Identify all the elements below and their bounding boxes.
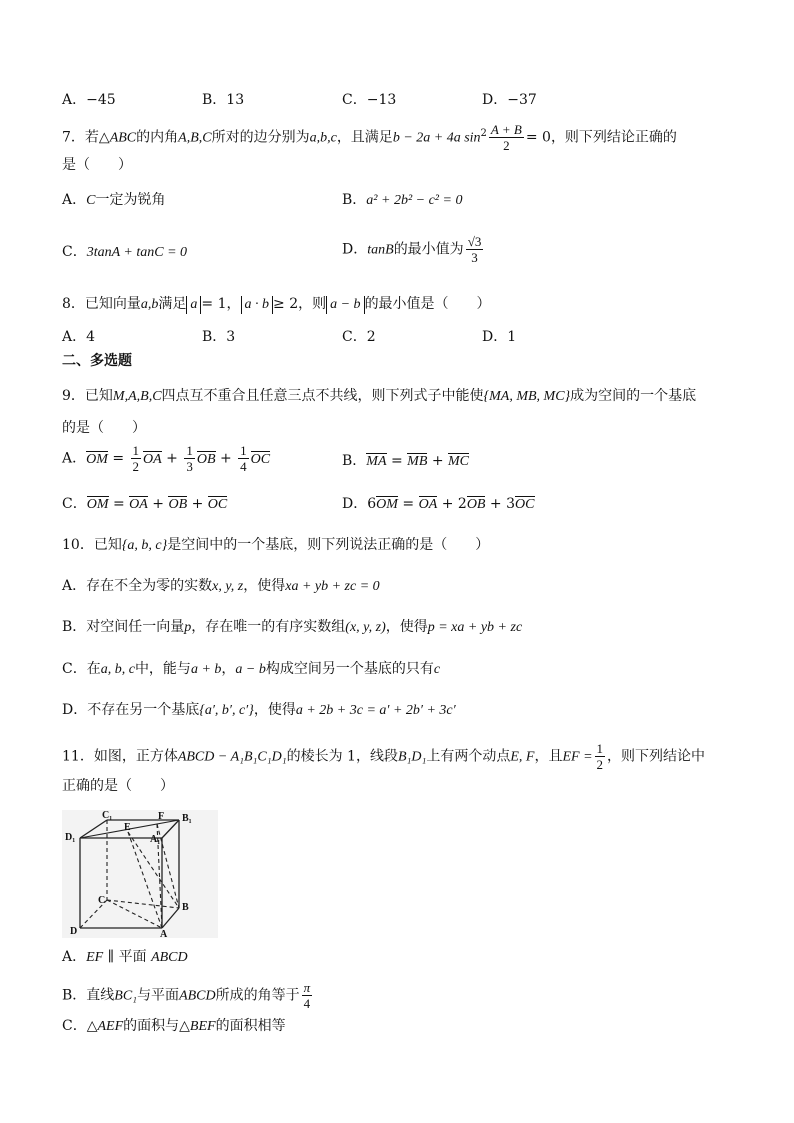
label-c1: C₁: [102, 810, 113, 821]
fraction: [184, 443, 195, 474]
math: c: [433, 662, 441, 677]
math: B₁D₁: [397, 749, 427, 765]
q6-option-b: B．13: [202, 92, 245, 108]
math: ABCD: [179, 988, 216, 1004]
text: ，则下列结论正确的: [550, 129, 677, 146]
text: 所对的边分别为: [211, 129, 310, 146]
numerator: 1: [596, 741, 604, 756]
vector: MC: [448, 454, 470, 469]
q9-stem-line1: [62, 386, 696, 407]
math: EF: [86, 950, 104, 965]
label: A．: [62, 949, 87, 965]
label-b1: B₁: [182, 813, 192, 824]
vector: OM: [86, 451, 108, 467]
text: 11．如图，正方体: [62, 748, 178, 765]
vector: OM: [86, 497, 109, 512]
math: EF =: [562, 749, 593, 765]
q10-option-c: [62, 659, 440, 680]
math: b − 2a + 4a sin: [392, 130, 481, 146]
math: BEF: [189, 1019, 216, 1034]
numerator: A + B: [490, 122, 522, 137]
label: B．: [342, 453, 367, 469]
math: M,A,B,C: [112, 389, 162, 404]
math: tanB: [367, 242, 394, 258]
denominator: 4: [240, 459, 247, 474]
label-a1: A₁: [150, 834, 161, 845]
label: D．: [342, 496, 368, 512]
denominator: 2: [132, 459, 140, 474]
abs-value: a · b: [241, 296, 274, 314]
text: ，且满足: [336, 129, 393, 146]
text: 的最小值是（ ）: [364, 296, 491, 312]
label-d1: D₁: [65, 832, 76, 843]
label-f: F: [158, 811, 165, 822]
abs-value: a: [186, 296, 201, 314]
text: 是空间中的一个基底，则下列说法正确的是（ ）: [167, 537, 490, 553]
q11-option-a: [62, 947, 188, 968]
fraction: [595, 741, 606, 772]
text: B．对空间任一向量: [62, 619, 185, 635]
q7-option-b: [342, 190, 462, 211]
q8-option-a: A．4: [62, 329, 96, 345]
text: 构成空间另一个基底的只有: [265, 661, 434, 677]
label: C．: [62, 244, 87, 260]
text: 四点互不重合且任意三点不共线，则下列式子中能使: [161, 388, 484, 404]
q6-option-a: A．−45: [62, 92, 116, 108]
text: 10．已知: [62, 537, 122, 553]
text: ，则下列结论中: [607, 748, 706, 765]
text: ，使得: [253, 702, 296, 718]
q10-option-a: [62, 576, 380, 597]
text: ，: [221, 661, 236, 677]
math: a,b: [140, 297, 159, 312]
q9-option-a: A．OM = $\frac{1}{2}$ OA + $\frac{1}{3}$ OB + $\frac{1}{4}$ OC: [62, 443, 271, 474]
fraction: [466, 234, 484, 265]
q7-stem-line2: 是（ ）: [62, 157, 132, 173]
text: D．不存在另一个基底: [62, 702, 200, 718]
text: 中，能与: [134, 661, 191, 677]
text: 7．若△: [62, 129, 110, 146]
math: AEF: [97, 1019, 124, 1034]
text: 的面积相等: [215, 1018, 286, 1034]
label: B．: [342, 192, 367, 208]
text: 所成的角等于: [215, 987, 300, 1004]
text: ，且: [534, 748, 563, 765]
math: a + 2b + 3c = a′ + 2b′ + 3c′: [295, 703, 456, 718]
text: C．△: [62, 1018, 98, 1034]
math: = 1，: [201, 296, 241, 312]
q11-stem-line1: [62, 741, 705, 772]
text: ，存在唯一的有序实数组: [191, 619, 346, 635]
text: C．在: [62, 661, 101, 677]
text: 的面积与△: [123, 1018, 190, 1034]
label: D．: [342, 241, 368, 258]
numerator: π: [303, 980, 311, 995]
denominator: 3: [471, 250, 478, 265]
coefficient: 3: [506, 496, 516, 512]
text: 的最小值为: [393, 241, 464, 258]
vector: OC: [250, 451, 271, 467]
text: 一定为锐角: [95, 192, 166, 208]
math: A,B,C: [178, 130, 212, 146]
fraction: [489, 122, 524, 153]
q6-option-c: C．−13: [342, 92, 397, 108]
vector: OA: [143, 451, 162, 467]
q6-option-d: D．−37: [482, 92, 537, 108]
math: ABCD − A₁B₁C₁D₁: [177, 749, 287, 765]
math: {MA, MB, MC}: [483, 389, 571, 404]
math: C: [86, 193, 96, 208]
numerator: 1: [132, 443, 140, 458]
text: 满足: [158, 296, 187, 312]
q7-option-d: [342, 234, 485, 265]
q7-stem-line1: 7．若△ABC的内角A,B,C所对的边分别为a,b,c，且满足b − 2a + 4a $\sin^2$ $\frac{A + B}{2}$ = 0，则下列结论正确的: [62, 122, 677, 153]
q8-option-d: D．1: [482, 329, 517, 345]
q8-option-c: C．2: [342, 329, 376, 345]
text: B．直线: [62, 987, 115, 1004]
q9-option-b: B．MA = MB + MC: [342, 453, 470, 469]
text: 的内角: [136, 129, 179, 146]
math: {a′, b′, c′}: [199, 703, 254, 718]
math: ABCD: [151, 950, 188, 965]
math: p: [184, 620, 192, 635]
label-c: C: [98, 895, 106, 906]
fraction: [238, 443, 249, 474]
q9-option-d: D．6OM = OA + 2OB + 3OC: [342, 496, 535, 512]
q11-option-c: [62, 1016, 286, 1037]
q8-option-b: B．3: [202, 329, 236, 345]
q7-option-c: [62, 242, 187, 263]
math: {a, b, c}: [121, 538, 168, 553]
math: x, y, z: [212, 579, 244, 594]
denominator: 2: [503, 138, 510, 153]
label: A．: [62, 450, 87, 467]
vector: OA: [418, 497, 438, 512]
text: A．存在不全为零的实数: [62, 578, 213, 594]
numerator: √3: [467, 234, 482, 249]
cube-figure: [62, 810, 218, 938]
math: 3tanA + tanC = 0: [86, 245, 188, 260]
vector: MA: [366, 454, 387, 469]
coefficient: 2: [457, 496, 467, 512]
vector: OM: [376, 497, 398, 512]
label-d: D: [70, 926, 78, 937]
math: a, b, c: [100, 662, 135, 677]
q8-stem: [62, 294, 491, 315]
q11-stem-line2: 正确的是（ ）: [62, 778, 174, 794]
label-a: A: [160, 929, 168, 938]
math: BC₁: [114, 988, 138, 1004]
math: a,b,c: [309, 130, 337, 146]
math: (x, y, z): [345, 620, 386, 635]
math: a − b: [235, 662, 266, 677]
math: a² + 2b² − c² = 0: [366, 193, 463, 208]
q10-option-b: [62, 617, 522, 638]
text: ∥ 平面: [103, 949, 152, 965]
label: A．: [62, 192, 87, 208]
math: xa + yb + zc = 0: [285, 579, 380, 594]
numerator: 1: [240, 443, 247, 458]
fraction: [302, 980, 313, 1011]
q10-stem: [62, 535, 489, 556]
text: 上有两个动点: [426, 748, 511, 765]
denominator: 4: [303, 996, 311, 1011]
vector: OB: [196, 451, 216, 467]
denominator: 2: [596, 757, 604, 772]
label-b: B: [182, 902, 189, 913]
label-e: E: [124, 822, 131, 833]
q9-stem-line2: 的是（ ）: [62, 420, 146, 436]
text: 与平面: [137, 987, 180, 1004]
math: E, F: [510, 749, 535, 765]
q10-option-d: [62, 700, 456, 721]
text: 成为空间的一个基底: [570, 388, 697, 404]
vector: OB: [466, 497, 486, 512]
text: ，使得: [243, 578, 286, 594]
math: = 0: [525, 129, 551, 146]
label: C．: [62, 496, 87, 512]
text: 的棱长为 1，线段: [286, 748, 398, 765]
text: 8．已知向量: [62, 296, 141, 312]
vector: OC: [207, 497, 228, 512]
abs-value: a − b: [326, 296, 364, 314]
text: 9．已知: [62, 388, 113, 404]
vector: MB: [407, 454, 428, 469]
vector: OC: [515, 497, 535, 512]
math: a + b: [190, 662, 222, 677]
q9-option-c: C．OM = OA + OB + OC: [62, 496, 228, 512]
fraction: [131, 443, 142, 474]
section-title-multiple-choice: 二、多选题: [62, 353, 132, 369]
q11-option-b: [62, 980, 314, 1011]
vector: OB: [168, 497, 188, 512]
math: ≥ 2，则: [273, 296, 327, 312]
text: ，使得: [385, 619, 428, 635]
q7-option-a: [62, 190, 165, 211]
coefficient: 6: [367, 496, 377, 512]
math: ABC: [109, 130, 137, 146]
numerator: 1: [186, 443, 193, 458]
denominator: 3: [186, 459, 193, 474]
vector: OA: [129, 497, 148, 512]
math: p = xa + yb + zc: [427, 620, 523, 635]
